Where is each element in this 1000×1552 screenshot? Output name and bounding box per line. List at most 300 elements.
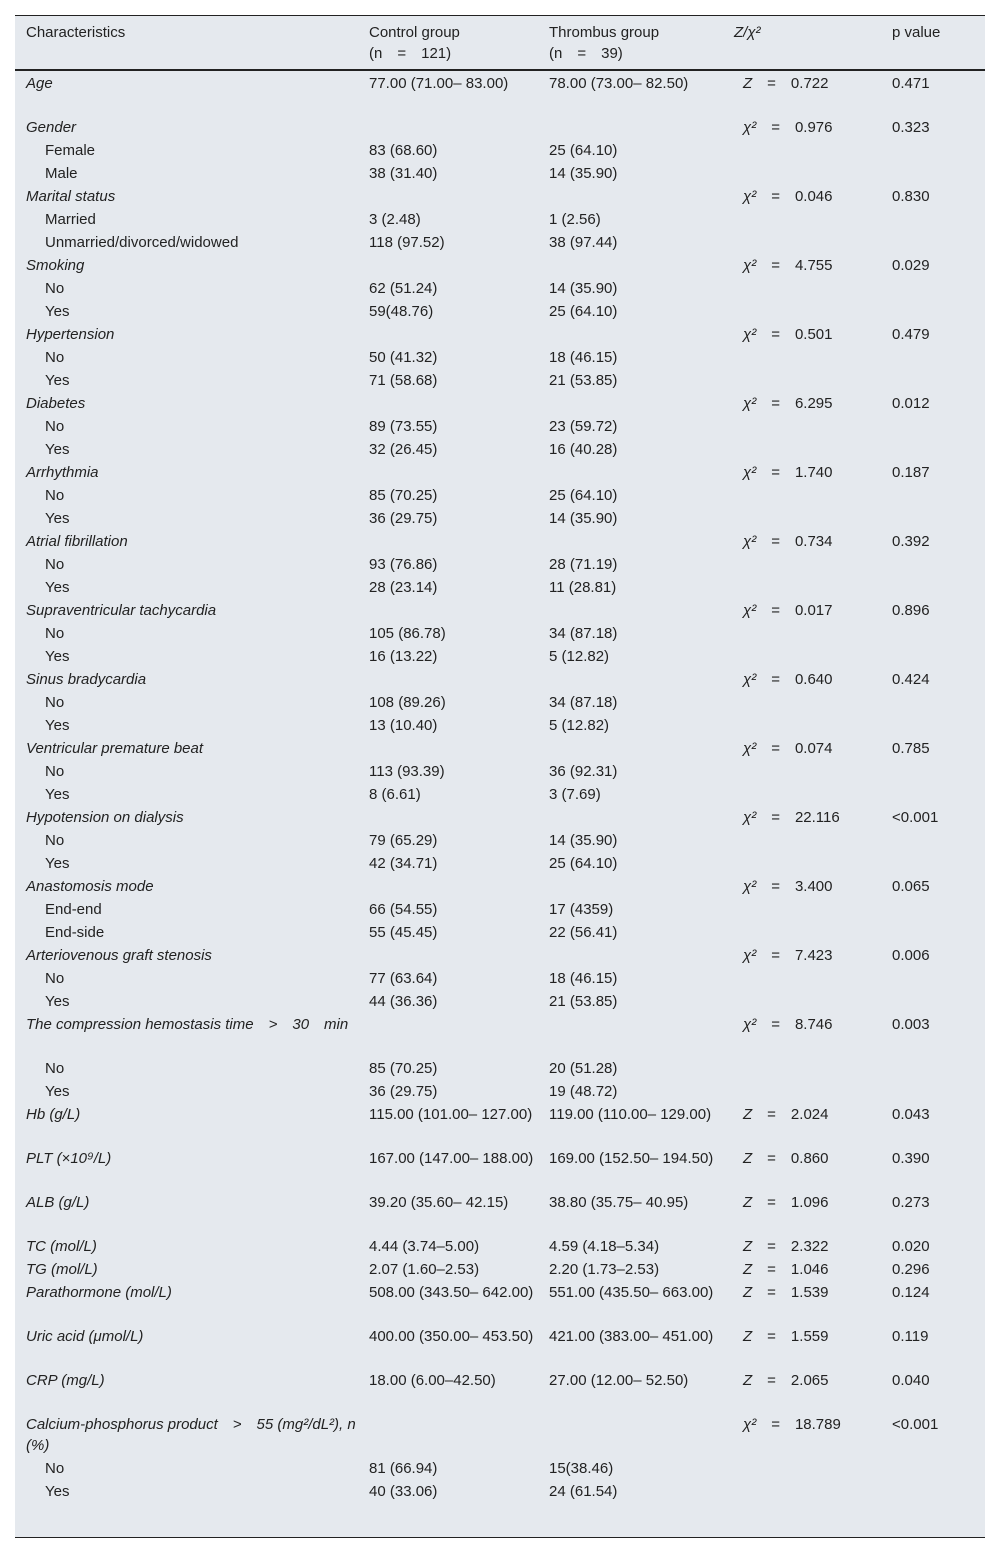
- row-thrombus-value: 25 (64.10): [549, 855, 618, 872]
- table-row: [15, 1236, 985, 1259]
- row-p-value: [892, 761, 985, 784]
- row-control-value: 108 (89.26): [369, 694, 446, 711]
- row-characteristic: End-end: [45, 901, 102, 918]
- statistic-symbol: χ²: [743, 1416, 757, 1433]
- row-control-value: [369, 738, 549, 761]
- table-row: [15, 692, 985, 715]
- row-statistic: [734, 922, 892, 945]
- statistic-symbol: χ²: [743, 740, 757, 757]
- row-characteristic: Yes: [45, 303, 70, 320]
- table-row: [15, 462, 985, 485]
- row-characteristic: Yes: [45, 372, 70, 389]
- row-thrombus-value: [549, 531, 734, 554]
- row-p-value: 0.003: [892, 1016, 930, 1033]
- row-characteristic: Yes: [45, 510, 70, 527]
- row-characteristic: Unmarried/divorced/widowed: [45, 234, 239, 251]
- row-statistic: [734, 485, 892, 508]
- table-row: [15, 715, 985, 738]
- row-control-value: [369, 600, 549, 623]
- row-statistic: Z = 2.024: [743, 1106, 829, 1123]
- row-statistic: χ² = 0.501: [743, 326, 833, 343]
- table-row: [15, 393, 985, 416]
- table-row: [15, 738, 985, 761]
- row-thrombus-value: [549, 255, 734, 278]
- row-control-value: [369, 324, 549, 347]
- row-p-value: [892, 347, 985, 370]
- statistic-symbol: Z: [743, 1372, 753, 1389]
- row-control-value: 85 (70.25): [369, 487, 438, 504]
- row-p-value: [892, 991, 985, 1014]
- row-thrombus-value: 14 (35.90): [549, 510, 618, 527]
- row-p-value: [892, 968, 985, 991]
- row-characteristic: Yes: [45, 855, 70, 872]
- header-control-group: [369, 16, 549, 70]
- row-p-value: 0.392: [892, 533, 930, 550]
- row-p-value: [892, 508, 985, 531]
- row-p-value: [892, 830, 985, 853]
- table-row: [15, 140, 985, 163]
- row-p-value: [892, 715, 985, 738]
- row-statistic: [734, 140, 892, 163]
- row-characteristic: Supraventricular tachycardia: [26, 602, 217, 619]
- table-row: [15, 1326, 985, 1370]
- row-characteristic: Hb (g/L): [26, 1106, 81, 1123]
- row-characteristic: Gender: [26, 119, 77, 136]
- row-statistic: Z = 1.046: [743, 1261, 829, 1278]
- row-statistic: [734, 439, 892, 462]
- table-row: [15, 416, 985, 439]
- row-thrombus-value: 18 (46.15): [549, 970, 618, 987]
- row-p-value: 0.119: [892, 1328, 929, 1345]
- row-control-value: 39.20 (35.60– 42.15): [369, 1194, 509, 1211]
- row-control-value: 36 (29.75): [369, 1083, 438, 1100]
- row-p-value: [892, 416, 985, 439]
- row-statistic: [734, 1458, 892, 1481]
- row-characteristic: Atrial fibrillation: [26, 533, 128, 550]
- row-p-value: [892, 1081, 985, 1104]
- row-thrombus-value: 25 (64.10): [549, 142, 618, 159]
- table-row: [15, 830, 985, 853]
- row-statistic: Z = 1.559: [743, 1328, 829, 1345]
- row-statistic: [734, 163, 892, 186]
- row-characteristic: No: [45, 625, 65, 642]
- row-characteristic: ALB (g/L): [26, 1194, 90, 1211]
- row-statistic: [734, 830, 892, 853]
- statistic-symbol: χ²: [743, 257, 757, 274]
- row-p-value: 0.479: [892, 326, 930, 343]
- row-p-value: 0.296: [892, 1261, 930, 1278]
- table-row: [15, 784, 985, 807]
- row-control-value: 38 (31.40): [369, 165, 438, 182]
- table-row: [15, 1282, 985, 1326]
- row-thrombus-value: 21 (53.85): [549, 372, 618, 389]
- row-statistic: χ² = 0.046: [743, 188, 833, 205]
- row-statistic: [734, 899, 892, 922]
- row-characteristic: No: [45, 418, 65, 435]
- row-statistic: [734, 991, 892, 1014]
- row-p-value: 0.124: [892, 1284, 930, 1301]
- row-thrombus-value: [549, 117, 734, 140]
- row-statistic: Z = 1.539: [743, 1284, 829, 1301]
- row-thrombus-value: 78.00 (73.00– 82.50): [549, 75, 689, 92]
- row-control-value: 62 (51.24): [369, 280, 438, 297]
- row-characteristic: Uric acid (μmol/L): [26, 1328, 144, 1345]
- statistic-symbol: χ²: [743, 119, 757, 136]
- table-row: [15, 209, 985, 232]
- row-p-value: [892, 577, 985, 600]
- row-characteristic: No: [45, 832, 65, 849]
- row-thrombus-value: 169.00 (152.50– 194.50): [549, 1150, 714, 1167]
- row-control-value: [369, 876, 549, 899]
- row-statistic: [734, 623, 892, 646]
- table-row: [15, 232, 985, 255]
- row-p-value: [892, 692, 985, 715]
- statistic-symbol: Z: [743, 1106, 753, 1123]
- row-statistic: [734, 209, 892, 232]
- statistic-symbol: χ²: [743, 533, 757, 550]
- row-statistic: [734, 416, 892, 439]
- table-row: [15, 577, 985, 600]
- row-control-value: 113 (93.39): [369, 763, 445, 780]
- row-thrombus-value: 5 (12.82): [549, 717, 610, 734]
- row-p-value: [892, 853, 985, 876]
- row-thrombus-value: 19 (48.72): [549, 1083, 618, 1100]
- statistic-symbol: χ²: [743, 188, 757, 205]
- statistic-symbol: Z: [743, 1150, 753, 1167]
- row-statistic: χ² = 8.746: [743, 1016, 833, 1033]
- row-thrombus-value: 119.00 (110.00– 129.00): [549, 1106, 712, 1123]
- row-p-value: 0.020: [892, 1238, 930, 1255]
- row-control-value: 81 (66.94): [369, 1460, 438, 1477]
- row-characteristic: Marital status: [26, 188, 116, 205]
- header-p-value: p value: [892, 16, 985, 70]
- data-table: [15, 16, 985, 1504]
- row-control-value: 2.07 (1.60–2.53): [369, 1261, 480, 1278]
- table-row: [15, 600, 985, 623]
- row-thrombus-value: 24 (61.54): [549, 1483, 618, 1500]
- row-p-value: 0.471: [892, 75, 930, 92]
- row-control-value: [369, 117, 549, 140]
- row-p-value: [892, 370, 985, 393]
- row-control-value: 18.00 (6.00–42.50): [369, 1372, 496, 1389]
- row-control-value: 13 (10.40): [369, 717, 438, 734]
- row-statistic: [734, 370, 892, 393]
- row-thrombus-value: 34 (87.18): [549, 625, 618, 642]
- row-control-value: 55 (45.45): [369, 924, 438, 941]
- row-control-value: 79 (65.29): [369, 832, 438, 849]
- row-control-value: 16 (13.22): [369, 648, 438, 665]
- table-row: [15, 968, 985, 991]
- table-row: [15, 899, 985, 922]
- row-control-value: 50 (41.32): [369, 349, 438, 366]
- row-characteristic: Yes: [45, 717, 70, 734]
- row-p-value: [892, 301, 985, 324]
- row-thrombus-value: 20 (51.28): [549, 1060, 618, 1077]
- row-control-value: [369, 1414, 549, 1458]
- row-characteristic: No: [45, 280, 65, 297]
- statistic-symbol: Z: [743, 1238, 753, 1255]
- row-statistic: χ² = 3.400: [743, 878, 833, 895]
- table-row: [15, 1458, 985, 1481]
- table-row: [15, 1081, 985, 1104]
- row-statistic: [734, 1081, 892, 1104]
- row-thrombus-value: 551.00 (435.50– 663.00): [549, 1284, 714, 1301]
- row-control-value: [369, 945, 549, 968]
- statistic-symbol: χ²: [743, 809, 757, 826]
- row-statistic: [734, 577, 892, 600]
- row-control-value: 105 (86.78): [369, 625, 446, 642]
- table-row: [15, 1370, 985, 1414]
- row-characteristic: End-side: [45, 924, 105, 941]
- header-thrombus-n: (n = 39): [549, 45, 623, 62]
- row-characteristic: Married: [45, 211, 96, 228]
- row-thrombus-value: 14 (35.90): [549, 165, 618, 182]
- row-characteristic: No: [45, 487, 65, 504]
- row-p-value: [892, 278, 985, 301]
- table-row: [15, 761, 985, 784]
- table-row: [15, 646, 985, 669]
- row-statistic: [734, 347, 892, 370]
- row-statistic: Z = 1.096: [743, 1194, 829, 1211]
- table-row: [15, 70, 985, 117]
- row-thrombus-value: 27.00 (12.00– 52.50): [549, 1372, 689, 1389]
- row-p-value: 0.830: [892, 188, 930, 205]
- row-control-value: 71 (58.68): [369, 372, 438, 389]
- row-thrombus-value: [549, 393, 734, 416]
- row-characteristic: No: [45, 349, 65, 366]
- statistic-symbol: χ²: [743, 878, 757, 895]
- row-control-value: [369, 393, 549, 416]
- row-characteristic: No: [45, 1460, 65, 1477]
- row-control-value: [369, 807, 549, 830]
- row-statistic: [734, 508, 892, 531]
- row-control-value: 89 (73.55): [369, 418, 438, 435]
- row-statistic: [734, 715, 892, 738]
- row-characteristic: Anastomosis mode: [26, 878, 154, 895]
- row-p-value: [892, 209, 985, 232]
- row-characteristic: The compression hemostasis time > 30 min: [26, 1016, 349, 1033]
- row-control-value: [369, 255, 549, 278]
- statistic-symbol: Z: [743, 1261, 753, 1278]
- row-p-value: [892, 1458, 985, 1481]
- row-p-value: 0.424: [892, 671, 930, 688]
- row-statistic: χ² = 0.640: [743, 671, 833, 688]
- row-statistic: χ² = 1.740: [743, 464, 833, 481]
- row-thrombus-value: 1 (2.56): [549, 211, 601, 228]
- row-control-value: 93 (76.86): [369, 556, 438, 573]
- row-thrombus-value: 2.20 (1.73–2.53): [549, 1261, 660, 1278]
- row-characteristic: Calcium-phosphorus product > 55 (mg²/dL²), n (%): [26, 1416, 356, 1454]
- row-characteristic: Hypotension on dialysis: [26, 809, 184, 826]
- table-row: [15, 876, 985, 899]
- row-control-value: 85 (70.25): [369, 1060, 438, 1077]
- row-p-value: [892, 899, 985, 922]
- row-p-value: 0.029: [892, 257, 930, 274]
- row-p-value: 0.187: [892, 464, 930, 481]
- row-thrombus-value: 25 (64.10): [549, 303, 618, 320]
- row-statistic: χ² = 22.116: [743, 809, 840, 826]
- row-p-value: [892, 646, 985, 669]
- table-row: [15, 485, 985, 508]
- row-characteristic: Yes: [45, 1483, 70, 1500]
- row-control-value: 508.00 (343.50– 642.00): [369, 1284, 534, 1301]
- row-characteristic: Yes: [45, 579, 70, 596]
- row-statistic: χ² = 0.976: [743, 119, 833, 136]
- row-thrombus-value: [549, 462, 734, 485]
- header-thrombus-group: [549, 16, 734, 70]
- table-row: [15, 531, 985, 554]
- table-row: [15, 1481, 985, 1504]
- header-control-n: (n = 121): [369, 45, 452, 62]
- row-p-value: 0.065: [892, 878, 930, 895]
- row-thrombus-value: [549, 876, 734, 899]
- table-header: [15, 16, 985, 70]
- row-characteristic: Age: [26, 75, 53, 92]
- row-p-value: [892, 439, 985, 462]
- row-control-value: 3 (2.48): [369, 211, 421, 228]
- row-p-value: [892, 163, 985, 186]
- table-row: [15, 1192, 985, 1236]
- row-characteristic: Male: [45, 165, 78, 182]
- row-statistic: χ² = 0.074: [743, 740, 833, 757]
- row-statistic: Z = 0.722: [743, 75, 829, 92]
- row-thrombus-value: 3 (7.69): [549, 786, 601, 803]
- row-p-value: 0.390: [892, 1150, 930, 1167]
- row-characteristic: PLT (×10⁹/L): [26, 1150, 112, 1167]
- row-statistic: [734, 232, 892, 255]
- row-characteristic: TC (mol/L): [26, 1238, 97, 1255]
- row-thrombus-value: 16 (40.28): [549, 441, 618, 458]
- row-statistic: χ² = 0.734: [743, 533, 833, 550]
- header-statistic: Z/χ²: [734, 16, 892, 70]
- table-row: [15, 1104, 985, 1148]
- row-characteristic: No: [45, 1060, 65, 1077]
- row-characteristic: Smoking: [26, 257, 85, 274]
- table-row: [15, 186, 985, 209]
- statistic-symbol: χ²: [743, 326, 757, 343]
- row-statistic: Z = 0.860: [743, 1150, 829, 1167]
- row-thrombus-value: 34 (87.18): [549, 694, 618, 711]
- row-thrombus-value: 14 (35.90): [549, 280, 618, 297]
- table-row: [15, 853, 985, 876]
- row-statistic: χ² = 18.789: [743, 1416, 841, 1433]
- row-characteristic: Yes: [45, 786, 70, 803]
- table-row: [15, 669, 985, 692]
- row-control-value: 118 (97.52): [369, 234, 445, 251]
- row-characteristic: CRP (mg/L): [26, 1372, 105, 1389]
- row-p-value: [892, 140, 985, 163]
- row-p-value: 0.785: [892, 740, 930, 757]
- row-characteristic: No: [45, 694, 65, 711]
- row-characteristic: Yes: [45, 648, 70, 665]
- statistic-symbol: χ²: [743, 464, 757, 481]
- row-characteristic: TG (mol/L): [26, 1261, 98, 1278]
- row-thrombus-value: 14 (35.90): [549, 832, 618, 849]
- statistic-symbol: χ²: [743, 602, 757, 619]
- row-statistic: [734, 784, 892, 807]
- table-row: [15, 945, 985, 968]
- row-p-value: [892, 554, 985, 577]
- row-p-value: 0.043: [892, 1106, 930, 1123]
- table-body: [15, 70, 985, 1504]
- row-statistic: [734, 554, 892, 577]
- row-thrombus-value: [549, 1014, 734, 1058]
- row-statistic: [734, 1058, 892, 1081]
- row-control-value: 77.00 (71.00– 83.00): [369, 75, 509, 92]
- row-characteristic: Diabetes: [26, 395, 86, 412]
- row-p-value: 0.273: [892, 1194, 930, 1211]
- row-thrombus-value: [549, 600, 734, 623]
- row-control-value: 32 (26.45): [369, 441, 438, 458]
- row-p-value: <0.001: [892, 809, 939, 826]
- row-thrombus-value: 21 (53.85): [549, 993, 618, 1010]
- row-characteristic: Yes: [45, 1083, 70, 1100]
- row-characteristic: Sinus bradycardia: [26, 671, 147, 688]
- row-thrombus-value: 17 (4359): [549, 901, 614, 918]
- row-statistic: Z = 2.065: [743, 1372, 829, 1389]
- row-statistic: χ² = 7.423: [743, 947, 833, 964]
- row-thrombus-value: 5 (12.82): [549, 648, 610, 665]
- table-row: [15, 301, 985, 324]
- row-control-value: 66 (54.55): [369, 901, 438, 918]
- table-row: [15, 922, 985, 945]
- statistic-symbol: Z: [743, 75, 753, 92]
- row-statistic: [734, 853, 892, 876]
- table-row: [15, 278, 985, 301]
- row-p-value: [892, 922, 985, 945]
- row-characteristic: No: [45, 763, 65, 780]
- row-control-value: 59(48.76): [369, 303, 434, 320]
- table-row: [15, 324, 985, 347]
- row-characteristic: Yes: [45, 993, 70, 1010]
- row-thrombus-value: 25 (64.10): [549, 487, 618, 504]
- table-row: [15, 1058, 985, 1081]
- statistic-symbol: Z: [743, 1328, 753, 1345]
- row-thrombus-value: 23 (59.72): [549, 418, 618, 435]
- table-row: [15, 554, 985, 577]
- row-control-value: 8 (6.61): [369, 786, 421, 803]
- row-thrombus-value: [549, 738, 734, 761]
- row-p-value: <0.001: [892, 1416, 939, 1433]
- row-control-value: 400.00 (350.00– 453.50): [369, 1328, 534, 1345]
- row-control-value: [369, 531, 549, 554]
- table-row: [15, 439, 985, 462]
- row-thrombus-value: [549, 945, 734, 968]
- row-statistic: Z = 2.322: [743, 1238, 829, 1255]
- row-thrombus-value: [549, 1414, 734, 1458]
- table-row: [15, 1259, 985, 1282]
- row-control-value: 44 (36.36): [369, 993, 438, 1010]
- row-p-value: [892, 1481, 985, 1504]
- row-p-value: 0.006: [892, 947, 930, 964]
- row-p-value: 0.012: [892, 395, 930, 412]
- table-row: [15, 370, 985, 393]
- row-thrombus-value: 4.59 (4.18–5.34): [549, 1238, 660, 1255]
- row-statistic: [734, 301, 892, 324]
- statistic-symbol: χ²: [743, 947, 757, 964]
- row-characteristic: Parathormone (mol/L): [26, 1284, 172, 1301]
- row-p-value: 0.323: [892, 119, 930, 136]
- row-control-value: [369, 186, 549, 209]
- row-p-value: [892, 623, 985, 646]
- header-characteristics: Characteristics: [15, 16, 369, 70]
- statistic-symbol: χ²: [743, 395, 757, 412]
- row-control-value: 4.44 (3.74–5.00): [369, 1238, 480, 1255]
- row-characteristic: Hypertension: [26, 326, 115, 343]
- characteristics-table: [15, 15, 985, 1538]
- row-thrombus-value: 28 (71.19): [549, 556, 618, 573]
- row-statistic: χ² = 6.295: [743, 395, 833, 412]
